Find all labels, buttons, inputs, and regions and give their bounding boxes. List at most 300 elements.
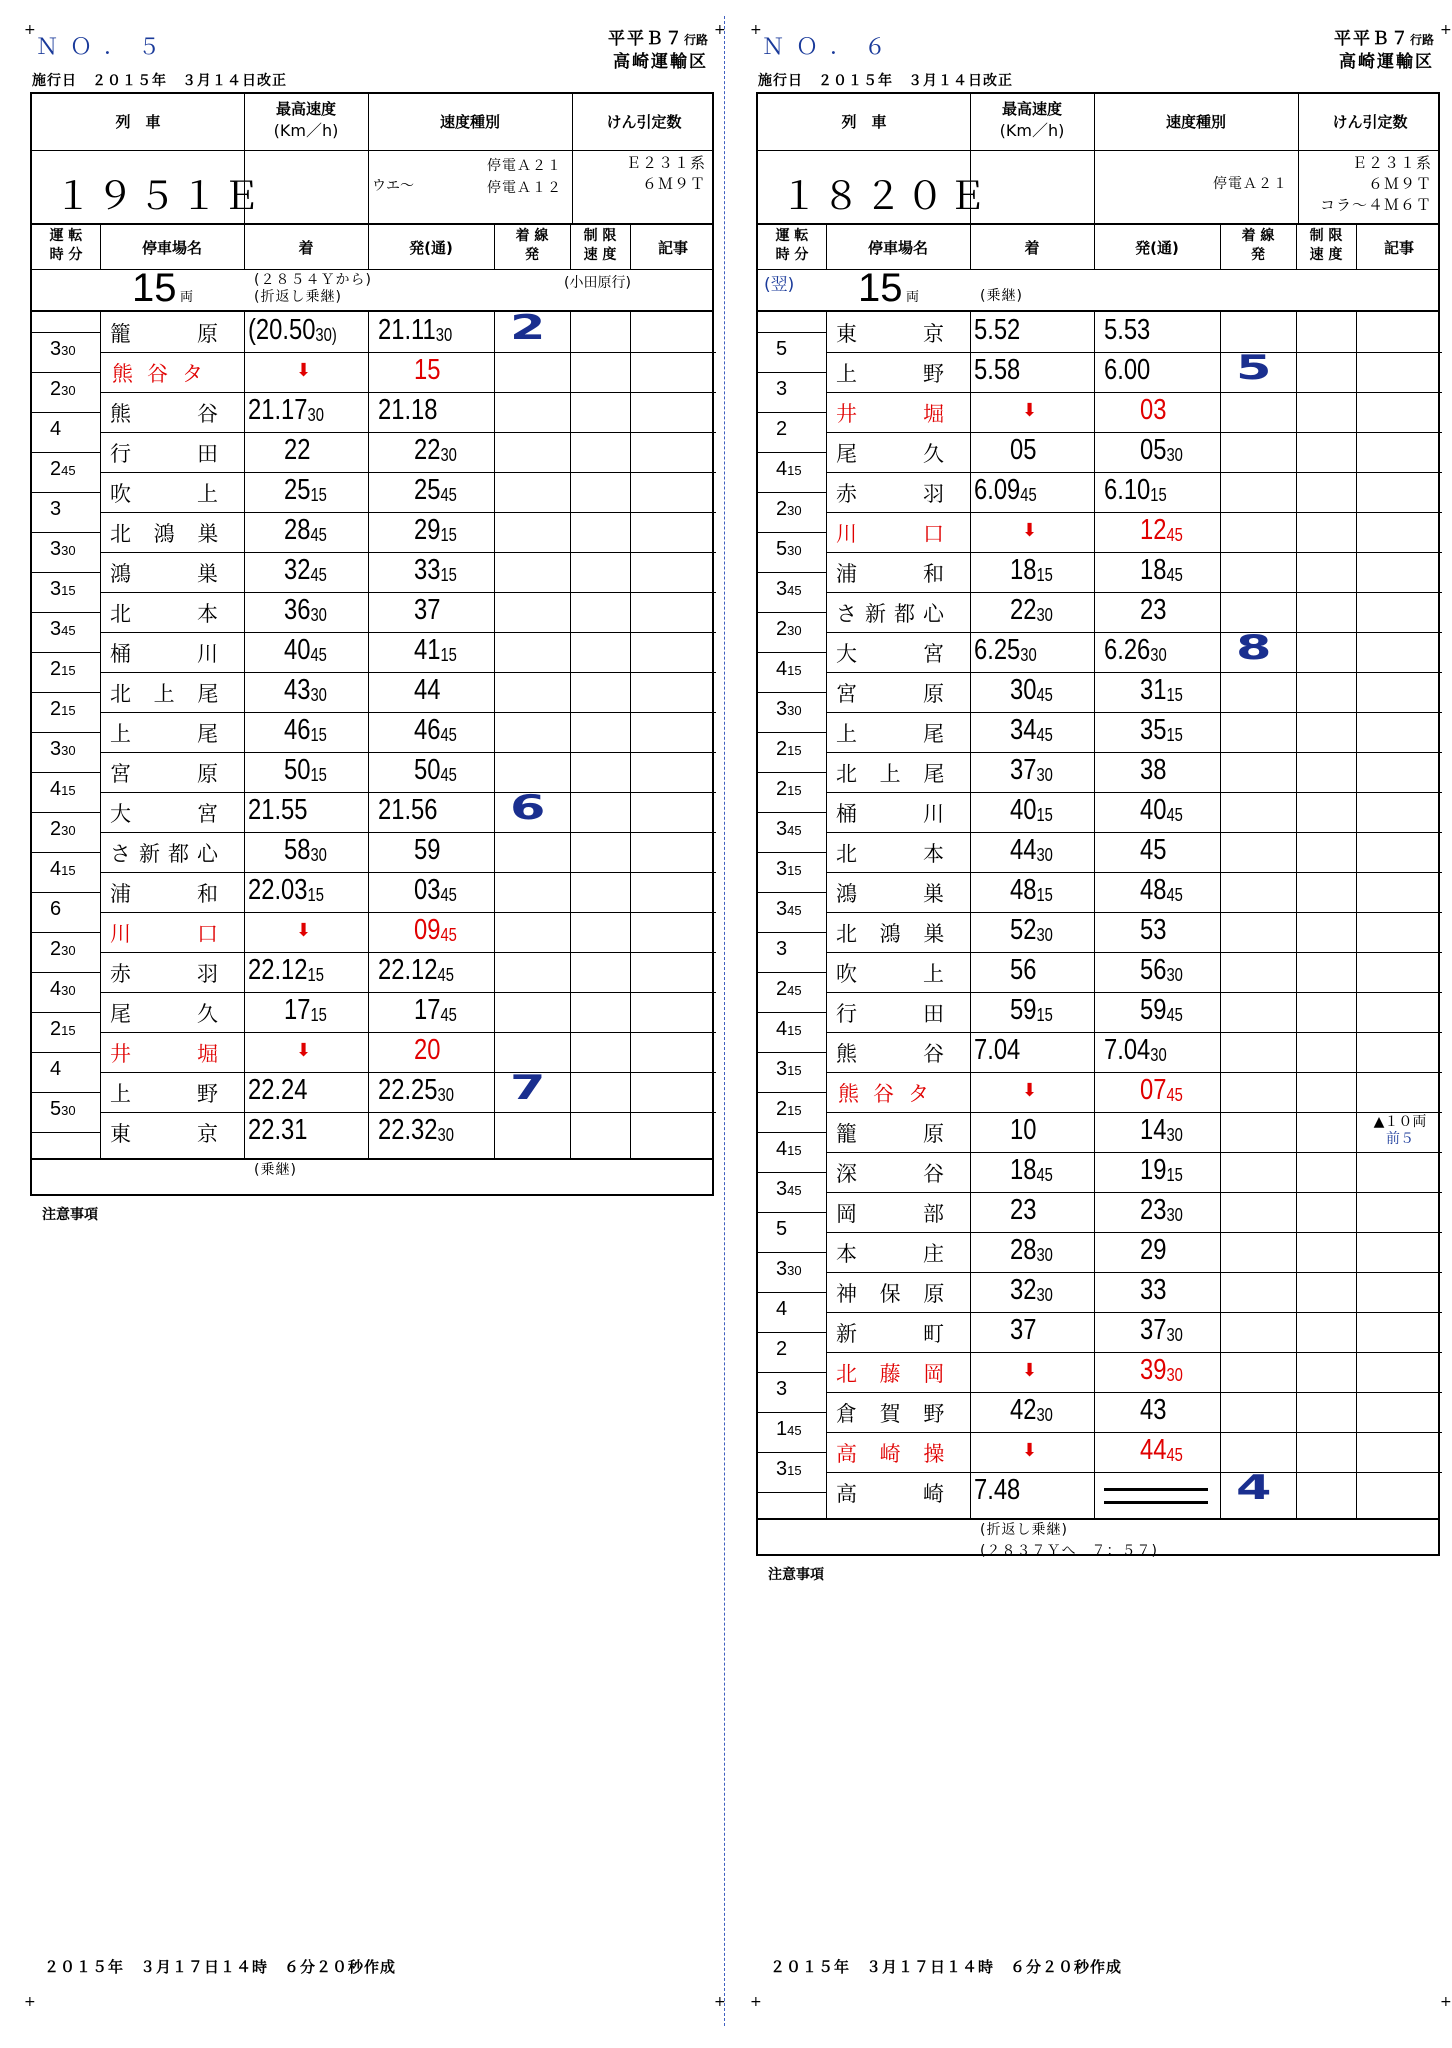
run-time-seconds: 30 [61, 383, 76, 398]
row-line [826, 672, 1442, 673]
run-time-minutes: 4 [776, 1138, 788, 1160]
arrival-time-seconds: 15 [1036, 885, 1053, 905]
departure-time-seconds: 45 [1166, 805, 1183, 825]
arrival-time-seconds: 30) [315, 325, 337, 345]
departure-time: $35_{15}$ [1140, 714, 1183, 746]
run-time-minutes: 5 [776, 338, 788, 360]
arrival-time: $22_{30}$ [1010, 594, 1053, 626]
speed-unit: (Km／h) [273, 121, 339, 140]
arrival-time: $42_{30}$ [1010, 1394, 1053, 1426]
arrival-time-seconds: 15 [310, 725, 327, 745]
route-code: 平平Ｂ７ [1333, 29, 1410, 49]
row-line [100, 912, 716, 913]
runtime-line [32, 452, 100, 453]
station-name: 吹 上 [836, 962, 952, 986]
run-time [776, 938, 787, 961]
runtime-line [758, 852, 826, 853]
arrival-time: $30_{45}$ [1010, 674, 1053, 706]
pre-note: (２８５４Ｙから) (折返し乗継) [254, 272, 372, 305]
departure-time-seconds: 45 [1166, 565, 1183, 585]
row-line [826, 952, 1442, 953]
run-time [776, 498, 802, 521]
arrival-time-seconds: 15 [310, 765, 327, 785]
load-header: けん引定数 [606, 113, 682, 131]
runtime-line [758, 532, 826, 533]
departure-time: $18_{45}$ [1140, 554, 1183, 586]
run-time [776, 778, 802, 801]
train-info-row [758, 151, 1438, 225]
run-time [50, 938, 76, 961]
run-time [776, 578, 802, 601]
runtime-line [758, 692, 826, 693]
arrival-time: $18_{45}$ [1010, 1154, 1053, 1186]
run-time-seconds: 30 [787, 1263, 802, 1278]
arrival-time-seconds: 15 [1036, 1005, 1053, 1025]
arrival-time: 7.48 [974, 1474, 1021, 1506]
track-number: 6 [510, 788, 546, 828]
run-time-seconds: 30 [61, 823, 76, 838]
pass-arrow: ⬇ [1022, 520, 1038, 541]
departure-time: 59 [414, 834, 441, 866]
row-line [826, 512, 1442, 513]
arrival-time: $52_{30}$ [1010, 914, 1053, 946]
runtime-line [758, 1252, 826, 1253]
departure-time: $25_{45}$ [414, 474, 457, 506]
runtime-line [32, 572, 100, 573]
departure-time-seconds: 15 [440, 565, 457, 585]
page-number: ＮＯ．５ [36, 35, 173, 60]
departure-time: 38 [1140, 754, 1167, 786]
arrival-time-seconds: 30 [1036, 925, 1053, 945]
car-unit: 両 [906, 290, 920, 305]
departure-time: 29 [1140, 1234, 1167, 1266]
run-time-seconds: 15 [787, 463, 802, 478]
run-time-minutes: 4 [50, 778, 62, 800]
row-line [826, 912, 1442, 913]
departure-time: $44_{45}$ [1140, 1434, 1183, 1466]
runtime-line [32, 492, 100, 493]
station-name: 北 鴻 巣 [110, 522, 227, 546]
run-time [50, 778, 76, 801]
post-note-row [758, 1518, 1438, 1562]
run-time [776, 1098, 802, 1121]
run-time-minutes: 2 [50, 1018, 62, 1040]
departure-time: $21.11_{30}$ [378, 314, 453, 346]
runtime-line [758, 332, 826, 333]
departure-time: $29_{15}$ [414, 514, 457, 546]
arrival-time: 05 [1010, 434, 1037, 466]
row-line [826, 1392, 1442, 1393]
timetable-body [32, 308, 712, 1158]
run-time-minutes: 2 [776, 498, 788, 520]
col-line [368, 151, 369, 223]
train-header: 列 車 [115, 113, 161, 131]
run-time-seconds: 45 [787, 1183, 802, 1198]
row-line [826, 392, 1442, 393]
runtime-line [758, 1012, 826, 1013]
row-line [100, 992, 716, 993]
crop-mark: + [714, 22, 726, 38]
runtime-line [32, 932, 100, 933]
station-name: 赤 羽 [110, 962, 226, 986]
departure-time: $05_{30}$ [1140, 434, 1183, 466]
run-time-minutes: 2 [776, 418, 788, 440]
run-time [776, 978, 802, 1001]
station-name: 神 保 原 [836, 1282, 953, 1306]
departure-time-seconds: 45 [1166, 525, 1183, 545]
run-time-minutes: 2 [50, 458, 62, 480]
departure-time-seconds: 15 [440, 525, 457, 545]
track-number: 5 [1236, 348, 1272, 388]
station-name: 鴻 巣 [836, 882, 952, 906]
speed-label: 最高速度 [1001, 100, 1062, 118]
runtime-line [758, 1452, 826, 1453]
arrival-time: $22.03_{15}$ [248, 874, 324, 906]
run-time-minutes: 6 [50, 898, 62, 920]
row-line [826, 872, 1442, 873]
timetable-page [0, 0, 724, 2048]
departure-header: 発(通) [409, 239, 453, 257]
station-header: 停車場名 [141, 239, 202, 257]
run-time [50, 418, 61, 441]
run-time [776, 1138, 802, 1161]
pass-arrow: ⬇ [296, 1040, 312, 1061]
run-time-minutes: 3 [776, 698, 788, 720]
row-line [826, 632, 1442, 633]
departure-time: $07_{45}$ [1140, 1074, 1183, 1106]
runtime-line [32, 332, 100, 333]
run-time-seconds: 15 [61, 1023, 76, 1038]
run-time-minutes: 4 [776, 458, 788, 480]
run-time-seconds: 15 [61, 783, 76, 798]
run-time-seconds: 45 [61, 623, 76, 638]
page-divider [724, 16, 725, 2026]
cars-row [758, 266, 1438, 312]
run-time [776, 1178, 802, 1201]
run-time-seconds: 30 [787, 503, 802, 518]
post-note: (乗継) [254, 1162, 297, 1178]
run-time-minutes: 3 [776, 898, 788, 920]
departure-time: $56_{30}$ [1140, 954, 1183, 986]
departure-time-seconds: 30 [1166, 965, 1183, 985]
row-line [826, 1312, 1442, 1313]
station-name: 赤 羽 [836, 482, 952, 506]
row-line [100, 872, 716, 873]
arrival-time-seconds: 45 [310, 525, 327, 545]
run-time-seconds: 15 [787, 1103, 802, 1118]
runtime-line [758, 772, 826, 773]
car-count: 15 [858, 266, 903, 310]
run-time [50, 538, 76, 561]
departure-time: $40_{45}$ [1140, 794, 1183, 826]
run-time-minutes: 3 [50, 618, 62, 640]
arrival-time-seconds: 30 [310, 605, 327, 625]
departure-time: 53 [1140, 914, 1167, 946]
run-time [50, 658, 76, 681]
run-time-minutes: 3 [50, 578, 62, 600]
row-line [100, 712, 716, 713]
train-number: １９５１Ｅ [54, 174, 265, 218]
run-time-seconds: 45 [787, 1423, 802, 1438]
row-line [100, 672, 716, 673]
run-time-minutes: 5 [776, 1218, 788, 1240]
runtime-line [32, 652, 100, 653]
arrival-time: 22 [284, 434, 311, 466]
departure-time: $59_{45}$ [1140, 994, 1183, 1026]
arrival-time: 5.52 [974, 314, 1021, 346]
arrival-time: 22.24 [248, 1074, 308, 1106]
runtime-line [758, 372, 826, 373]
run-time [50, 618, 76, 641]
track-number: 2 [510, 308, 546, 348]
run-time-seconds: 30 [61, 743, 76, 758]
departure-time-seconds: 30 [1150, 645, 1167, 665]
arrival-time-seconds: 45 [310, 565, 327, 585]
departure-time-seconds: 30 [435, 325, 453, 345]
arrival-time-seconds: 15 [307, 965, 324, 985]
departure-time: 33 [1140, 1274, 1167, 1306]
speed-header [970, 98, 1094, 142]
departure-time: $22.12_{45}$ [378, 954, 454, 986]
departure-time: $09_{45}$ [414, 914, 457, 946]
station-name: 尾 久 [836, 442, 952, 466]
run-time [776, 898, 802, 921]
departure-time: $22.25_{30}$ [378, 1074, 454, 1106]
station-name: 井 堀 [836, 402, 952, 426]
arrival-time: $48_{15}$ [1010, 874, 1053, 906]
header-row [32, 94, 712, 151]
arrival-time: $36_{30}$ [284, 594, 327, 626]
run-time-minutes: 4 [776, 1018, 788, 1040]
row-line [826, 1352, 1442, 1353]
run-time [776, 1418, 802, 1441]
arrival-time: ($20.50_{30)}$ [248, 314, 337, 346]
arrival-time: $40_{15}$ [1010, 794, 1053, 826]
row-line [100, 832, 716, 833]
speed-header [244, 98, 368, 142]
arrival-time: $40_{45}$ [284, 634, 327, 666]
departure-time: $23_{30}$ [1140, 1194, 1183, 1226]
row-line [100, 792, 716, 793]
run-time [50, 338, 76, 361]
arrival-time-seconds: 15 [307, 885, 324, 905]
effective-date: 施行日 ２０１５年 ３月１４日改正 [758, 73, 1013, 89]
column-header-row [32, 225, 712, 270]
departure-time: 21.56 [378, 794, 438, 826]
run-time-seconds: 15 [787, 743, 802, 758]
departure-time: $12_{45}$ [1140, 514, 1183, 546]
arrival-time-seconds: 30 [307, 405, 324, 425]
route-suffix: 行路 [1409, 33, 1434, 47]
run-time [776, 618, 802, 641]
row-line [826, 1232, 1442, 1233]
pass-arrow: ⬇ [1022, 1360, 1038, 1381]
departure-time: $19_{15}$ [1140, 1154, 1183, 1186]
departure-time: 6.00 [1104, 354, 1151, 386]
run-time-minutes: 2 [776, 738, 788, 760]
departure-time: $22.32_{30}$ [378, 1114, 454, 1146]
arrival-time-seconds: 30 [310, 845, 327, 865]
runtime-line [32, 892, 100, 893]
terminal-mark [1104, 1488, 1208, 1504]
run-time-minutes: 3 [776, 578, 788, 600]
arrival-time: $44_{30}$ [1010, 834, 1053, 866]
station-name: 大 宮 [110, 802, 226, 826]
runtime-line [758, 1292, 826, 1293]
col-line [1356, 312, 1357, 1518]
station-name: 行 田 [836, 1002, 952, 1026]
runtime-line [32, 1012, 100, 1013]
runtime-line [32, 732, 100, 733]
run-time [776, 658, 802, 681]
departure-time: $31_{15}$ [1140, 674, 1183, 706]
row-line [826, 432, 1442, 433]
departure-time: 03 [1140, 394, 1167, 426]
route-title [1334, 28, 1434, 73]
departure-time-seconds: 30 [437, 1085, 454, 1105]
pass-arrow: ⬇ [1022, 1080, 1038, 1101]
run-time [776, 1338, 787, 1361]
run-time-minutes: 4 [50, 1058, 62, 1080]
run-time-minutes: 3 [776, 1378, 788, 1400]
station-name: さ新都心 [836, 602, 952, 626]
runtime-line [758, 572, 826, 573]
run-time [776, 418, 787, 441]
row-line [826, 1032, 1442, 1033]
run-time-minutes: 3 [776, 1258, 788, 1280]
run-time-minutes: 2 [776, 618, 788, 640]
row-line [100, 352, 716, 353]
cars-row [32, 266, 712, 312]
station-name: 上 野 [110, 1082, 226, 1106]
runtime-line [758, 1052, 826, 1053]
runtime-line [758, 972, 826, 973]
run-time [50, 498, 61, 521]
crop-mark: + [24, 22, 36, 38]
row-line [826, 1112, 1442, 1113]
arrival-time: 7.04 [974, 1034, 1021, 1066]
departure-time: 43 [1140, 1394, 1167, 1426]
post-note: (折返し乗継) [980, 1522, 1068, 1538]
departure-time-seconds: 45 [1166, 1005, 1183, 1025]
runtime-line [758, 1372, 826, 1373]
departure-time: $03_{45}$ [414, 874, 457, 906]
departure-time-seconds: 15 [440, 645, 457, 665]
arrival-time: $37_{30}$ [1010, 754, 1053, 786]
arrival-time: $25_{15}$ [284, 474, 327, 506]
runtime-line [758, 452, 826, 453]
departure-time: $37_{30}$ [1140, 1314, 1183, 1346]
station-name: 北 本 [110, 602, 226, 626]
run-time-minutes: 3 [776, 858, 788, 880]
pass-arrow: ⬇ [296, 920, 312, 941]
station-name: 籠 原 [110, 322, 226, 346]
row-line [100, 952, 716, 953]
run-time [50, 378, 76, 401]
departure-time: 15 [414, 354, 441, 386]
arrival-time-seconds: 30 [1036, 1405, 1053, 1425]
runtime-line [758, 652, 826, 653]
run-time-seconds: 15 [787, 663, 802, 678]
departure-time-seconds: 30 [1166, 445, 1183, 465]
run-time-seconds: 45 [787, 583, 802, 598]
run-time [50, 1058, 61, 1081]
col-line [1296, 312, 1297, 1518]
remark-line2: 前５ [1386, 1131, 1414, 1147]
run-time [776, 458, 802, 481]
row-line [100, 552, 716, 553]
row-line [826, 1072, 1442, 1073]
limit-header: 制 限 速 度 [583, 228, 617, 263]
departure-time-seconds: 30 [440, 445, 457, 465]
row-line [100, 1112, 716, 1113]
next-day-mark: (翌) [764, 275, 795, 295]
runtime-line [758, 1212, 826, 1213]
departure-time-seconds: 30 [437, 1125, 454, 1145]
station-name: 籠 原 [836, 1122, 952, 1146]
runtime-line [758, 412, 826, 413]
station-name: 尾 久 [110, 1002, 226, 1026]
run-time-minutes: 2 [776, 1338, 788, 1360]
run-time-minutes: 5 [50, 1098, 62, 1120]
timetable-table [30, 92, 714, 1196]
departure-time: 20 [414, 1034, 441, 1066]
row-line [826, 792, 1442, 793]
station-name: 上 野 [836, 362, 952, 386]
arrival-time-seconds: 30 [1036, 1285, 1053, 1305]
arrival-time: $46_{15}$ [284, 714, 327, 746]
row-line [826, 592, 1442, 593]
run-time-seconds: 45 [787, 983, 802, 998]
arrival-time-seconds: 45 [1020, 485, 1037, 505]
departure-time-seconds: 45 [440, 885, 457, 905]
station-name: 桶 川 [836, 802, 952, 826]
run-time-minutes: 3 [776, 1458, 788, 1480]
arrival-time: $22.12_{15}$ [248, 954, 324, 986]
departure-time: 5.53 [1104, 314, 1151, 346]
arrival-time-seconds: 30 [1020, 645, 1037, 665]
col-line [572, 151, 573, 223]
station-name: 深 谷 [836, 1162, 952, 1186]
station-name: 北 藤 岡 [836, 1362, 953, 1386]
run-time-minutes: 3 [50, 498, 62, 520]
cautions-label: 注意事項 [42, 1207, 98, 1223]
station-name: 熊 谷 [110, 402, 226, 426]
run-time-seconds: 15 [61, 703, 76, 718]
col-line [1298, 151, 1299, 223]
run-time-minutes: 4 [50, 418, 62, 440]
timetable-table [756, 92, 1440, 1559]
crop-mark: + [750, 22, 762, 38]
speed-unit: (Km／h) [999, 121, 1065, 140]
type-value: 停電Ａ２１ 停電Ａ１２ [487, 158, 562, 196]
run-time-seconds: 15 [61, 583, 76, 598]
run-time-minutes: 4 [50, 978, 62, 1000]
run-time-seconds: 30 [787, 623, 802, 638]
departure-time-seconds: 15 [1150, 485, 1167, 505]
runtime-line [32, 772, 100, 773]
column-header-row [758, 225, 1438, 270]
run-time-seconds: 15 [787, 1023, 802, 1038]
run-time [776, 1058, 802, 1081]
run-time-seconds: 15 [787, 1463, 802, 1478]
track-header: 着 線 発 [1241, 228, 1275, 263]
arrival-time-seconds: 15 [1036, 565, 1053, 585]
departure-time: $46_{45}$ [414, 714, 457, 746]
pass-arrow: ⬇ [1022, 400, 1038, 421]
departure-time-seconds: 15 [1166, 685, 1183, 705]
row-line [100, 472, 716, 473]
